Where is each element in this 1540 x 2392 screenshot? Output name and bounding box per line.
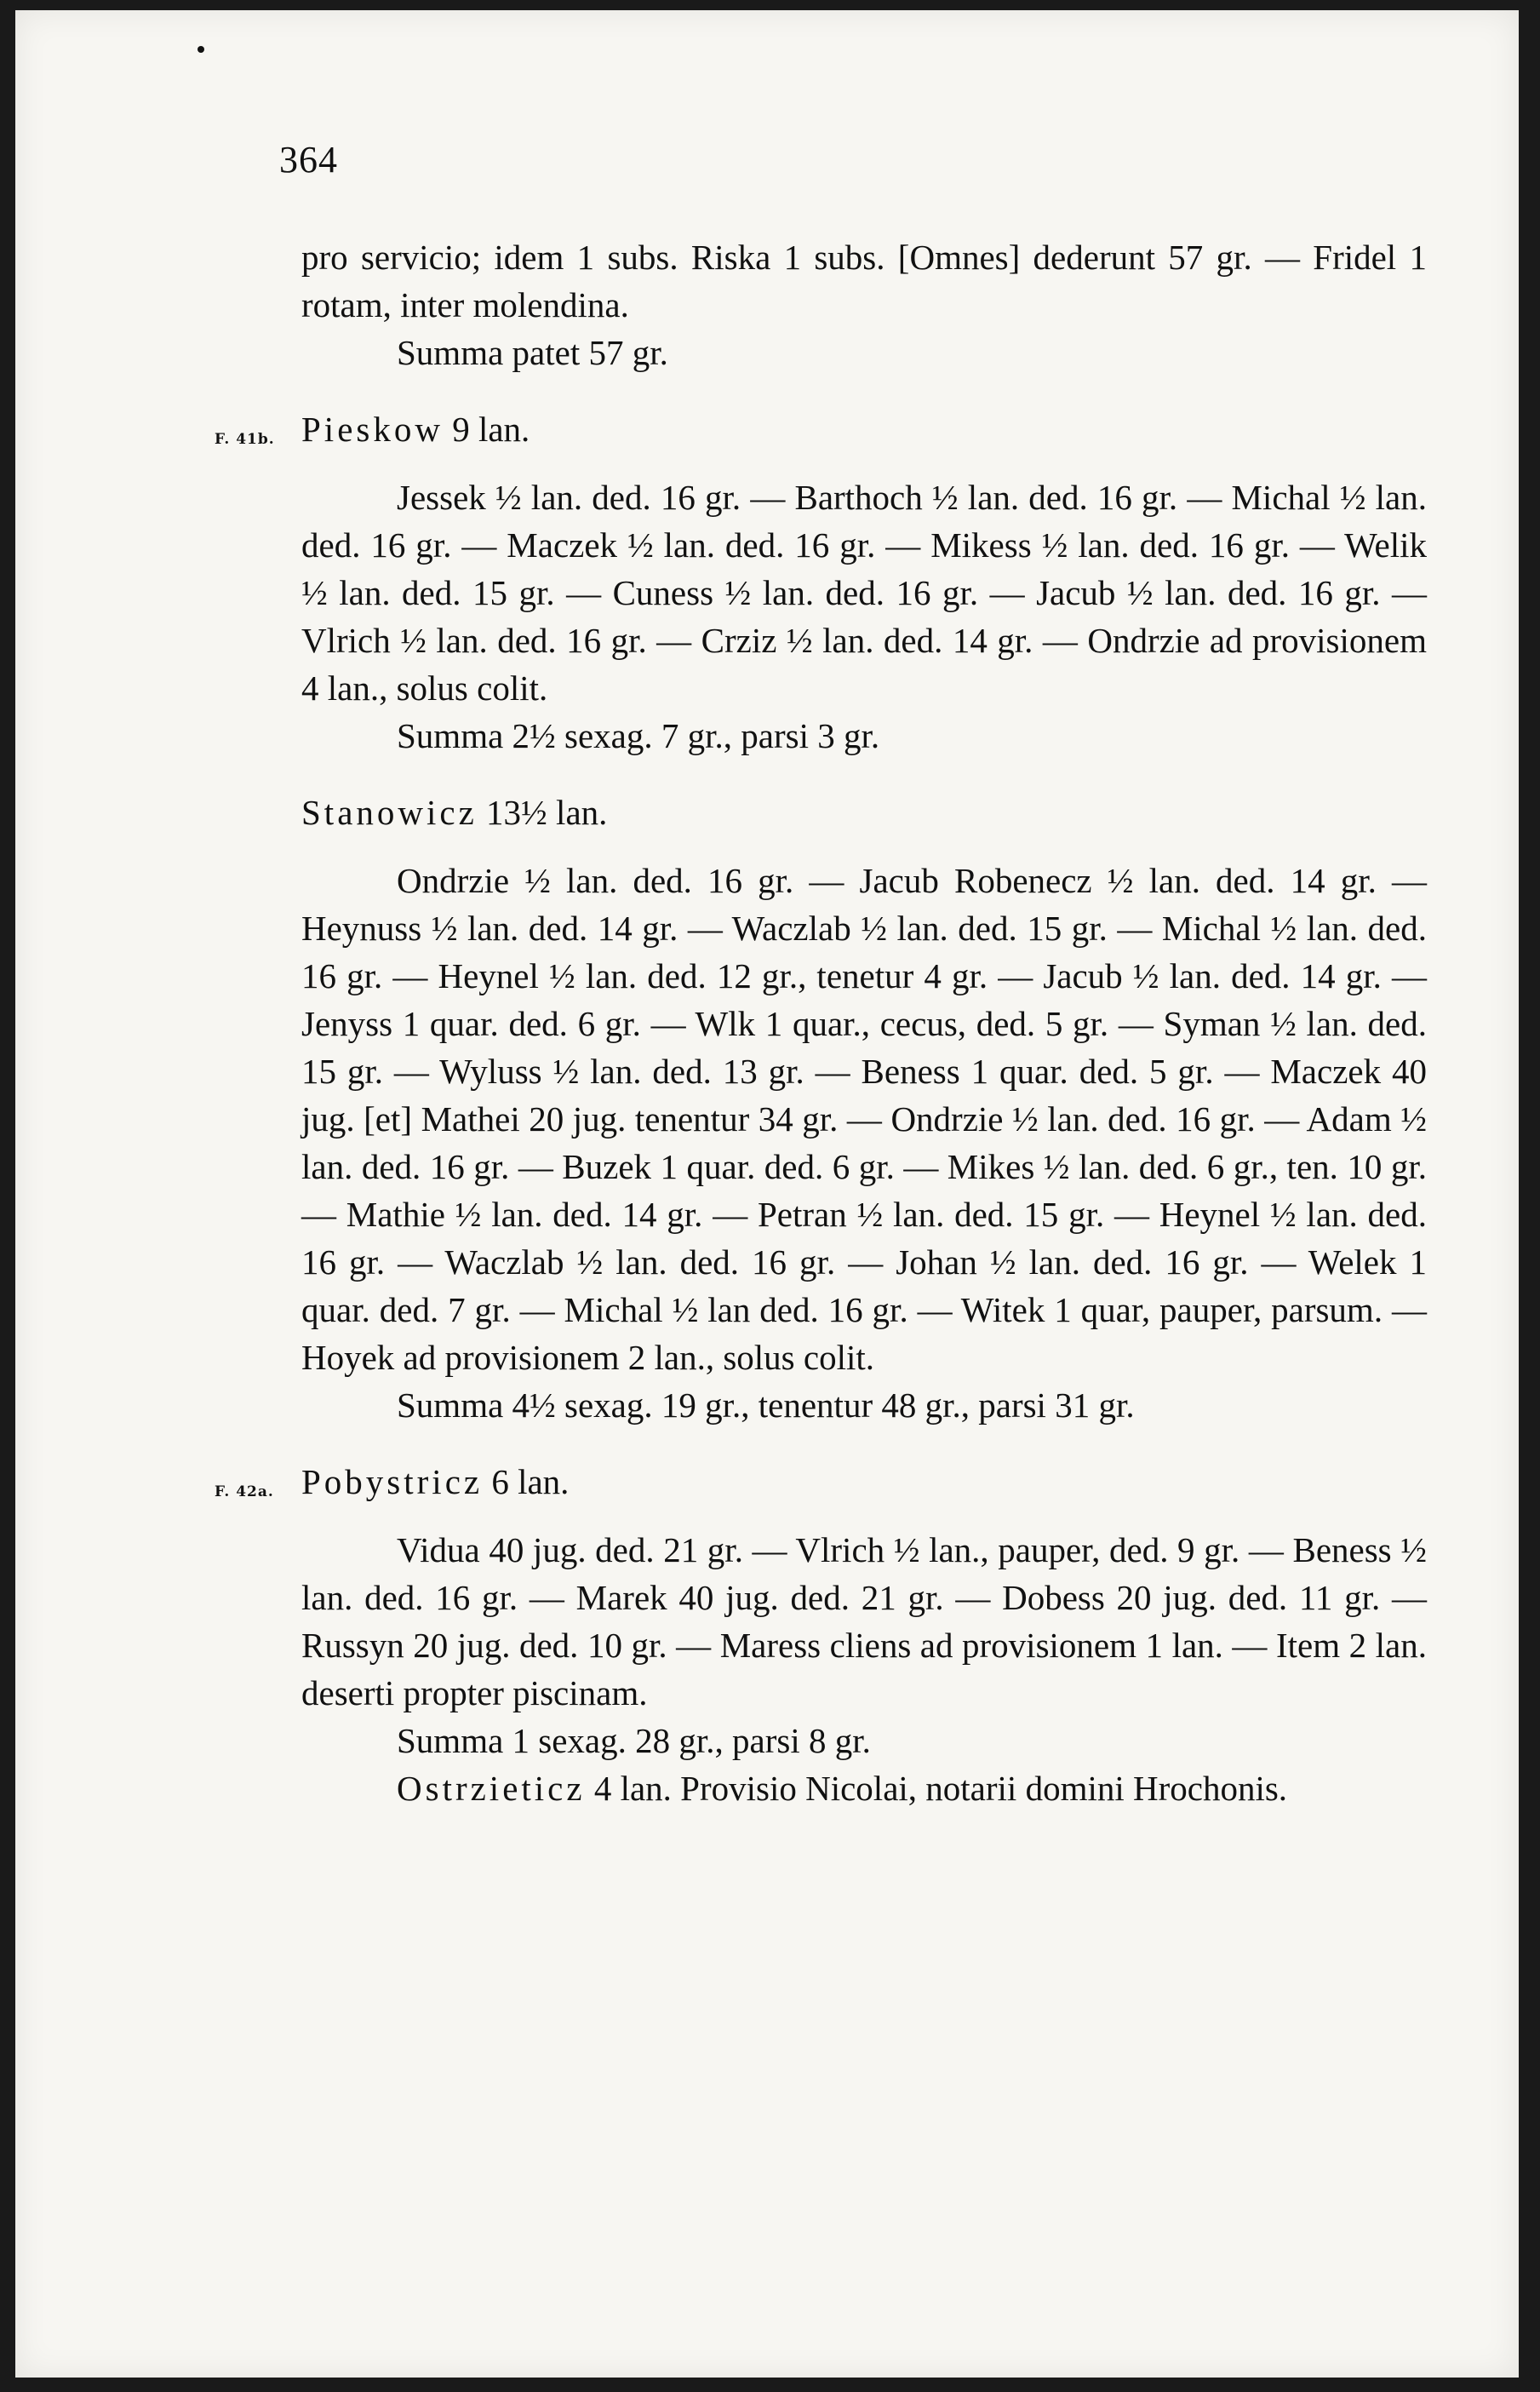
village-name: Pobystricz — [301, 1462, 484, 1501]
summa-line: Summa 2½ sexag. 7 gr., parsi 3 gr. — [397, 716, 880, 755]
summa-line: Summa 4½ sexag. 19 gr., tenentur 48 gr., parsi 31 gr. — [397, 1385, 1135, 1425]
section-heading — [215, 405, 1427, 453]
speck-mark — [198, 46, 204, 53]
village-name: Pieskow — [301, 410, 444, 449]
section-heading — [301, 789, 1427, 836]
folio-margin-note: F. 41b. — [215, 431, 275, 448]
village-name: Ostrzieticz — [397, 1769, 586, 1808]
paragraph-text: 4 lan. Provisio Nicolai, notarii domini Hrochonis. — [593, 1769, 1288, 1808]
paragraph — [301, 1764, 1427, 1812]
paragraph: pro servicio; idem 1 subs. Riska 1 subs. [Omnes] dederunt 57 gr. — Fridel 1 rotam, inter molendina. — [301, 238, 1427, 324]
summa-line: Summa patet 57 gr. — [397, 333, 668, 372]
summa-line: Summa 1 sexag. 28 gr., parsi 8 gr. — [397, 1721, 871, 1760]
page-number: 364 — [279, 139, 338, 181]
village-name: Stanowicz — [301, 793, 478, 832]
village-size: 9 lan. — [452, 410, 530, 449]
folio-margin-note: F. 42a. — [215, 1483, 274, 1500]
village-size: 6 lan. — [491, 1462, 570, 1501]
paragraph: Ondrzie ½ lan. ded. 16 gr. — Jacub Robenecz ½ lan. ded. 14 gr. — Heynuss ½ lan. ded. 14 gr. — Waczlab ½ lan. ded. 15 gr. — Michal ½ lan. ded. 16 gr. — Heynel ½ lan. ded. 12 gr., tenetur 4 gr. — Jacub ½ lan. ded. 14 gr. — Jenyss 1 quar. ded. 6 gr. — Wlk 1 quar., cecus, ded. 5 gr. — Syman ½ lan. ded. 15 gr. — Wyluss ½ lan. ded. 13 gr. — Beness 1 quar. ded. 5 gr. — Maczek 40 jug. [et] Mathei 20 jug. tenentur 34 gr. — Ondrzie ½ lan. ded. 16 gr. — Adam ½ lan. ded. 16 gr. — Buzek 1 quar. ded. 6 gr. — Mikes ½ lan. ded. 6 gr., ten. 10 gr. — Mathie ½ lan. ded. 14 gr. — Petran ½ lan. ded. 15 gr. — Heynel ½ lan. ded. 16 gr. — Waczlab ½ lan. ded. 16 gr. — Johan ½ lan. ded. 16 gr. — Welek 1 quar. ded. 7 gr. — Michal ½ lan ded. 16 gr. — Witek 1 quar, pauper, parsum. — Hoyek ad provisionem 2 lan., solus colit. — [301, 861, 1427, 1377]
paragraph: Jessek ½ lan. ded. 16 gr. — Barthoch ½ lan. ded. 16 gr. — Michal ½ lan. ded. 16 gr. — Maczek ½ lan. ded. 16 gr. — Mikess ½ lan. ded. 16 gr. — Welik ½ lan. ded. 15 gr. — Cuness ½ lan. ded. 16 gr. — Jacub ½ lan. ded. 16 gr. — Vlrich ½ lan. ded. 16 gr. — Crziz ½ lan. ded. 14 gr. — Ondrzie ad provisionem 4 lan., solus colit. — [301, 478, 1427, 708]
book-page — [15, 10, 1519, 2378]
village-size: 13½ lan. — [486, 793, 608, 832]
paragraph: Vidua 40 jug. ded. 21 gr. — Vlrich ½ lan., pauper, ded. 9 gr. — Beness ½ lan. ded. 16 gr. — Marek 40 jug. ded. 21 gr. — Dobess 20 jug. ded. 11 gr. — Russyn 20 jug. ded. 10 gr. — Maress cliens ad provisionem 1 lan. — Item 2 lan. deserti propter piscinam. — [301, 1530, 1427, 1712]
page-text — [215, 233, 1427, 1812]
section-heading — [215, 1458, 1427, 1506]
